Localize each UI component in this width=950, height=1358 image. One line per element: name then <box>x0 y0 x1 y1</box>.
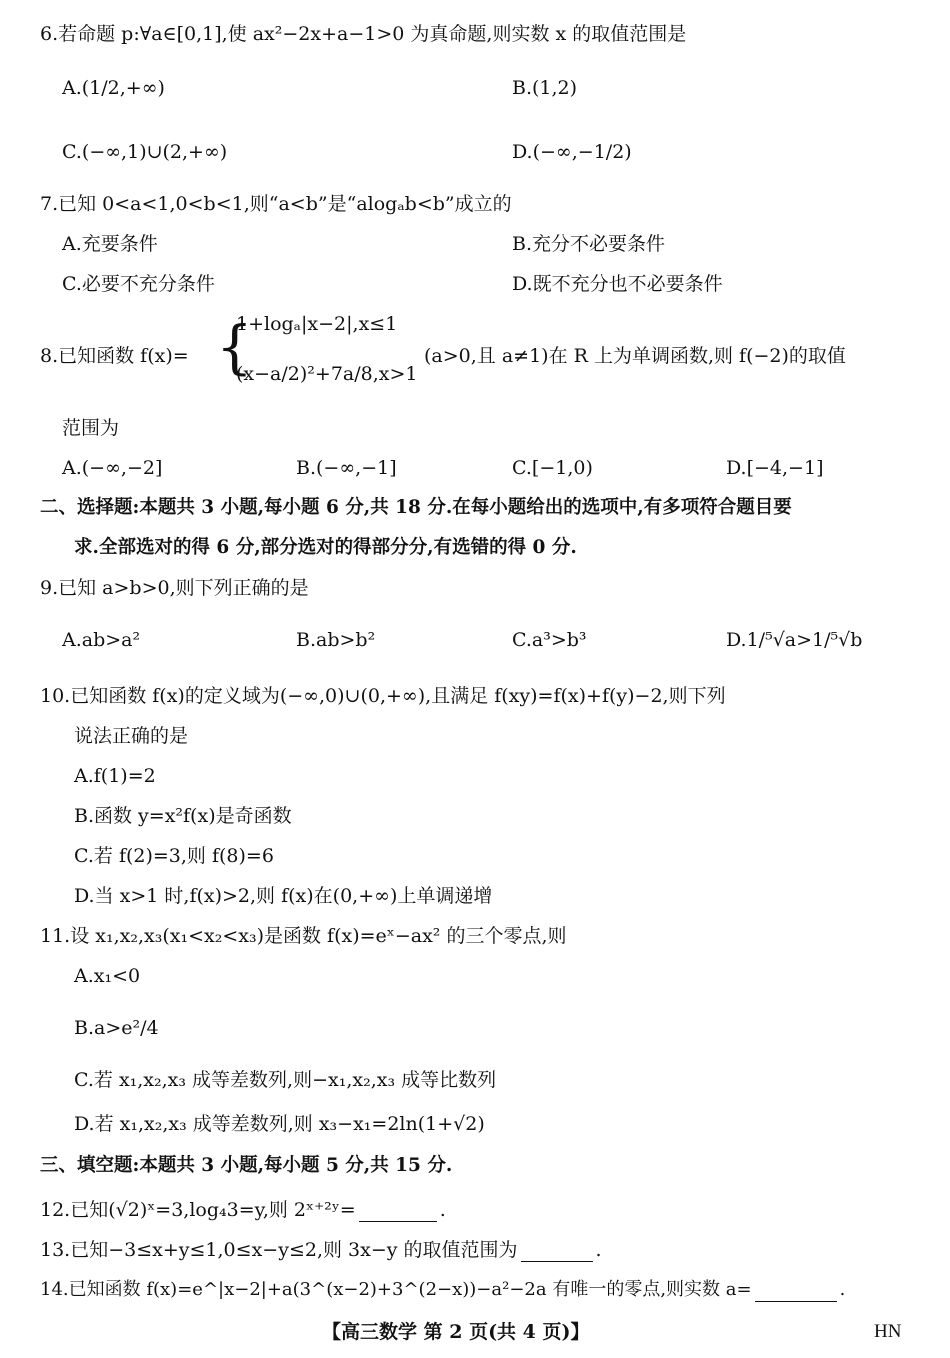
q9-stem: 9.已知 a>b>0,则下列正确的是 <box>40 577 309 599</box>
q12-answer-blank[interactable] <box>359 1203 437 1222</box>
q13-stem: 13.已知−3≤x+y≤1,0≤x−y≤2,则 3x−y 的取值范围为 <box>40 1239 518 1261</box>
q8-option-d: D.[−4,−1] <box>726 457 824 479</box>
q6-option-b: B.(1,2) <box>512 77 578 99</box>
q10-option-a: A.f(1)=2 <box>74 765 156 787</box>
section-2-heading: 二、选择题:本题共 3 小题,每小题 6 分,共 18 分.在每小题给出的选项中,有多项符合题目要 <box>40 497 792 518</box>
q7-option-a: A.充要条件 <box>62 233 158 255</box>
q8-tail: (a>0,且 a≠1)在 R 上为单调函数,则 f(−2)的取值 <box>424 345 846 367</box>
q6-stem: 6.若命题 p:∀a∈[0,1],使 ax²−2x+a−1>0 为真命题,则实数 x 的取值范围是 <box>40 23 687 45</box>
q9-option-d: D.1/⁵√a>1/⁵√b <box>726 629 863 651</box>
q10-stem: 10.已知函数 f(x)的定义域为(−∞,0)∪(0,+∞),且满足 f(xy)=f(x)+f(y)−2,则下列 <box>40 685 726 707</box>
q8-lead: 8.已知函数 f(x)= <box>40 345 189 367</box>
q8-cont: 范围为 <box>62 417 120 439</box>
q7-option-d: D.既不充分也不必要条件 <box>512 273 723 295</box>
q12-end: . <box>439 1199 446 1221</box>
q14-stem: 14.已知函数 f(x)=e^|x−2|+a(3^(x−2)+3^(2−x))−a²−2a 有唯一的零点,则实数 a= <box>40 1279 752 1300</box>
q9-option-a: A.ab>a² <box>62 629 141 651</box>
q13-end: . <box>595 1239 602 1261</box>
q14-line <box>40 1278 845 1302</box>
q11-option-a: A.x₁<0 <box>74 965 141 987</box>
q9-option-c: C.a³>b³ <box>512 629 587 651</box>
footer-code: HN <box>874 1321 902 1342</box>
section-2-rules: 求.全部选对的得 6 分,部分选对的得部分分,有选错的得 0 分. <box>74 537 577 558</box>
page-footer: 【高三数学 第 2 页(共 4 页)】 <box>322 1321 590 1343</box>
q10-option-d: D.当 x>1 时,f(x)>2,则 f(x)在(0,+∞)上单调递增 <box>74 885 493 907</box>
q7-stem: 7.已知 0<a<1,0<b<1,则“a<b”是“alogₐb<b”成立的 <box>40 193 512 215</box>
q12-line <box>40 1198 446 1222</box>
piecewise-brace: { <box>216 313 253 381</box>
q6-option-c: C.(−∞,1)∪(2,+∞) <box>62 141 228 163</box>
q10-option-c: C.若 f(2)=3,则 f(8)=6 <box>74 845 274 867</box>
q8-case-2: (x−a/2)²+7a/8,x>1 <box>236 363 418 385</box>
q13-answer-blank[interactable] <box>521 1243 593 1262</box>
q11-option-d: D.若 x₁,x₂,x₃ 成等差数列,则 x₃−x₁=2ln(1+√2) <box>74 1113 485 1135</box>
q9-option-b: B.ab>b² <box>296 629 376 651</box>
q11-option-b: B.a>e²/4 <box>74 1017 159 1039</box>
q8-option-a: A.(−∞,−2] <box>62 457 163 479</box>
q6-option-d: D.(−∞,−1/2) <box>512 141 632 163</box>
q11-option-c: C.若 x₁,x₂,x₃ 成等差数列,则−x₁,x₂,x₃ 成等比数列 <box>74 1069 497 1091</box>
q10-option-b: B.函数 y=x²f(x)是奇函数 <box>74 805 292 827</box>
q13-line <box>40 1238 602 1262</box>
q7-option-c: C.必要不充分条件 <box>62 273 215 295</box>
section-3-heading: 三、填空题:本题共 3 小题,每小题 5 分,共 15 分. <box>40 1155 453 1176</box>
q8-option-c: C.[−1,0) <box>512 457 593 479</box>
q12-stem: 12.已知(√2)ˣ=3,log₄3=y,则 2ˣ⁺²ʸ= <box>40 1199 356 1221</box>
q14-end: . <box>839 1279 846 1300</box>
q8-case-1: 1+logₐ|x−2|,x≤1 <box>236 313 398 335</box>
q10-cont: 说法正确的是 <box>74 725 189 747</box>
q14-answer-blank[interactable] <box>755 1283 837 1302</box>
q7-option-b: B.充分不必要条件 <box>512 233 666 255</box>
q6-option-a: A.(1/2,+∞) <box>62 77 165 99</box>
q11-stem: 11.设 x₁,x₂,x₃(x₁<x₂<x₃)是函数 f(x)=eˣ−ax² 的三个零点,则 <box>40 925 567 947</box>
q8-option-b: B.(−∞,−1] <box>296 457 397 479</box>
